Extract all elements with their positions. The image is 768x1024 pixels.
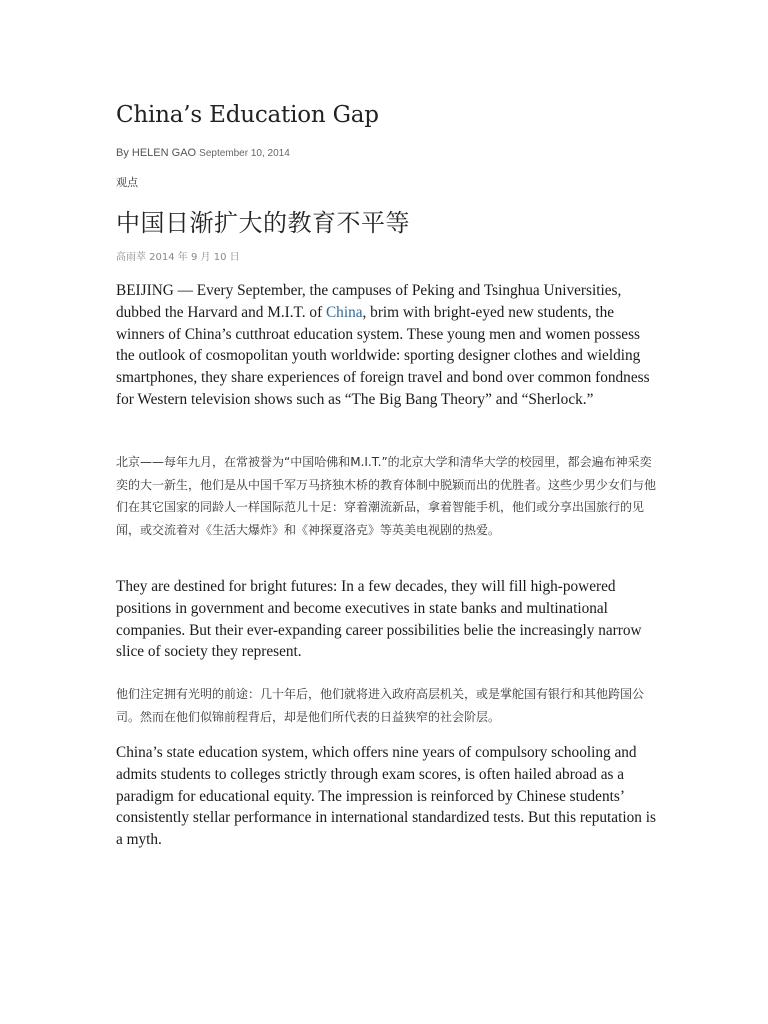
paragraph-text: BEIJING — Every September, the campuses of Peking and Tsinghua Universities, dubbed the Harvard and M.I.T. of (116, 282, 622, 321)
chinese-byline: 高雨萃 2014 年 9 月 10 日 (116, 252, 240, 263)
byline (116, 147, 290, 159)
chinese-title: 中国日渐扩大的教育不平等 (116, 209, 410, 237)
china-link[interactable]: China (325, 303, 363, 321)
byline-prefix: By (116, 147, 129, 159)
publish-date: September 10, 2014 (199, 148, 290, 159)
paragraph-en-1 (116, 280, 656, 411)
section-label[interactable]: 观点 (116, 176, 138, 189)
author-name[interactable]: HELEN GAO (131, 147, 197, 159)
paragraph-en-3: China’s state education system, which offers nine years of compulsory schooling and admits students to colleges strictly through exam scores, is often hailed abroad as a paradigm for educational equity. The impression is reinforced by Chinese students’ consistently stellar performance in international standardized tests. But this reputation is a myth. (116, 744, 656, 849)
paragraph-en-2: They are destined for bright futures: In a few decades, they will fill high-powered positions in government and become executives in state banks and multinational companies. But their ever-expanding career possibilities belie the increasingly narrow slice of society they represent. (116, 578, 642, 661)
article-title: China’s Education Gap (116, 102, 379, 128)
paragraph-zh-1: 北京——每年九月，在常被誉为“中国哈佛和M.I.T.”的北京大学和清华大学的校园里，都会遍布神采奕奕的大一新生，他们是从中国千军万马挤独木桥的教育体制中脱颖而出的优胜者。这些少男少女们与他们在其它国家的同龄人一样国际范儿十足：穿着潮流新品，拿着智能手机，他们或分享出国旅行的见闻，或交流着对《生活大爆炸》和《神探夏洛克》等英美电视剧的热爱。 (116, 455, 657, 537)
paragraph-zh-2: 他们注定拥有光明的前途：几十年后，他们就将进入政府高层机关，或是掌舵国有银行和其他跨国公司。然而在他们似锦前程背后，却是他们所代表的日益狭窄的社会阶层。 (116, 687, 645, 724)
paragraph-text: , brim with bright-eyed new students, the winners of China’s cutthroat education system. These young men and women possess the outlook of cosmopolitan youth worldwide: sporting designer clothes and wielding smartphones, they share experiences of foreign travel and bond over common fondness for Western television shows such as “The Big Bang Theory” and “Sherlock.” (116, 303, 650, 408)
